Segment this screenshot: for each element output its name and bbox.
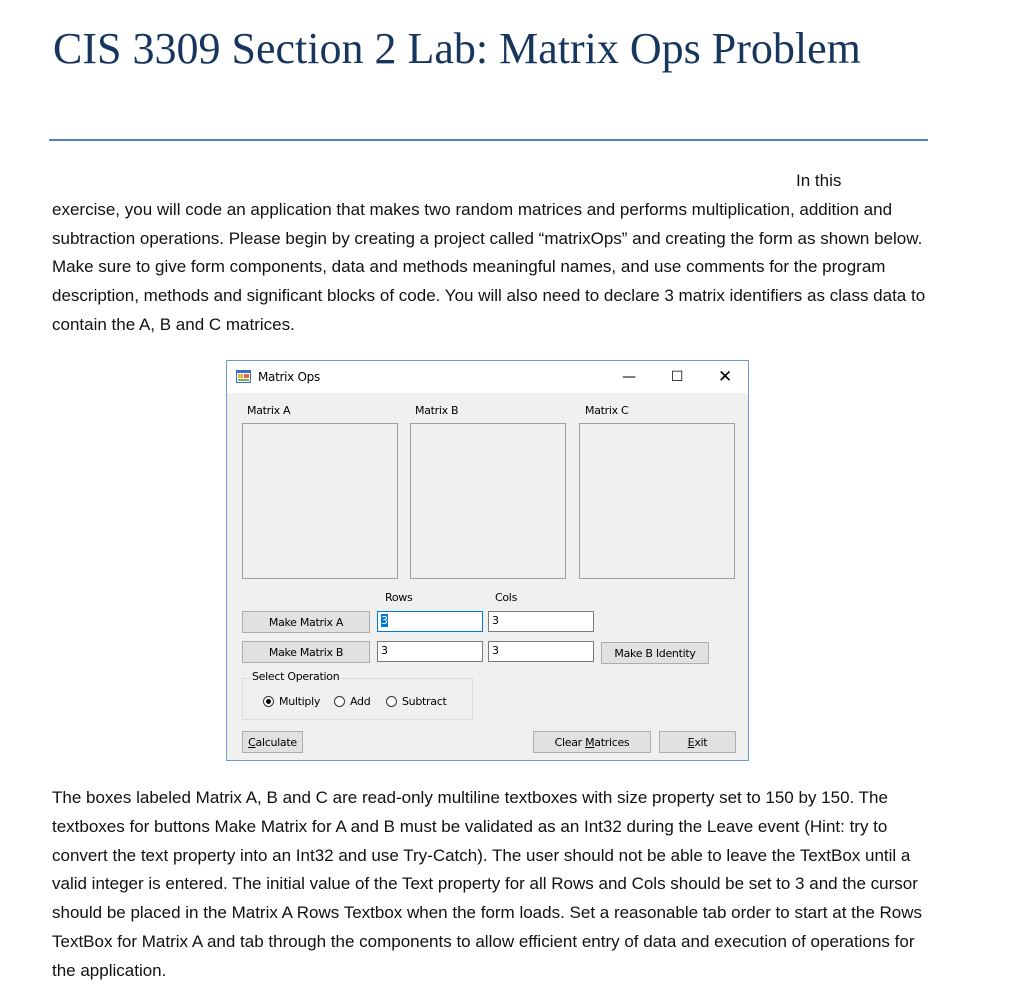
- intro-body: exercise, you will code an application that makes two random matrices and performs multiplication, addition and subtraction operations. Please begin by creating a project called “matrixOps” and creating the form as shown below. Make sure to give form components, data and methods meaningful names, and use comments for the program description, methods and significant blocks of code. You will also need to declare 3 matrix identifiers as class data to contain the A, B and C matrices.: [52, 199, 926, 334]
- add-radio[interactable]: [334, 695, 370, 708]
- subtract-radio-indicator: [386, 696, 397, 707]
- matrix-ops-window: [226, 360, 749, 761]
- calculate-label: Calculate: [248, 735, 297, 749]
- window-titlebar[interactable]: [227, 361, 748, 393]
- windows-form-icon: [236, 370, 251, 383]
- matrix-b-cols-input[interactable]: [488, 641, 594, 662]
- matrix-c-label: Matrix C: [585, 404, 629, 417]
- make-matrix-b-button[interactable]: [242, 641, 370, 663]
- make-b-identity-button[interactable]: [601, 642, 709, 664]
- clear-matrices-label: Clear Matrices: [554, 735, 630, 749]
- matrix-b-rows-value: 3: [381, 644, 388, 657]
- matrix-a-rows-input[interactable]: [377, 611, 483, 632]
- exit-button[interactable]: [659, 731, 736, 753]
- matrix-b-textbox[interactable]: [410, 423, 566, 579]
- multiply-radio-indicator: [263, 696, 274, 707]
- exit-label: Exit: [687, 735, 708, 749]
- document-title: CIS 3309 Section 2 Lab: Matrix Ops Problem: [53, 24, 861, 73]
- title-underline: [49, 139, 928, 141]
- make-b-identity-label: Make B Identity: [614, 646, 696, 660]
- matrix-a-label: Matrix A: [247, 404, 291, 417]
- multiply-radio[interactable]: [263, 695, 320, 708]
- minimize-button[interactable]: [606, 361, 652, 393]
- matrix-a-rows-value: 3: [381, 614, 388, 627]
- cols-label: Cols: [495, 591, 517, 604]
- intro-first-line: In this: [796, 171, 842, 190]
- add-radio-indicator: [334, 696, 345, 707]
- maximize-button[interactable]: [654, 361, 700, 393]
- rows-label: Rows: [385, 591, 413, 604]
- details-paragraph: The boxes labeled Matrix A, B and C are read-only multiline textboxes with size property set to 150 by 150. The textboxes for buttons Make Matrix for A and B must be validated as an Int32 during the Leave event (Hint: try to convert the text property into an Int32 and use Try-Catch). The user should not be able to leave the TextBox until a valid integer is entered. The initial value of the Text property for all Rows and Cols should be set to 3 and the cursor should be placed in the Matrix A Rows Textbox when the form loads. Set a reasonable tab order to start at the Rows TextBox for Matrix A and tab through the components to allow efficient entry of data and execution of operations for the application.: [52, 788, 923, 980]
- close-icon: ✕: [718, 367, 732, 387]
- clear-matrices-button[interactable]: [533, 731, 651, 753]
- multiply-radio-label: Multiply: [279, 695, 321, 708]
- subtract-radio-label: Subtract: [402, 695, 447, 708]
- minimize-icon: —: [622, 369, 636, 385]
- subtract-radio[interactable]: [386, 695, 446, 708]
- make-matrix-a-button[interactable]: [242, 611, 370, 633]
- matrix-a-textbox[interactable]: [242, 423, 398, 579]
- matrix-b-label: Matrix B: [415, 404, 459, 417]
- intro-paragraph: [52, 167, 932, 340]
- calculate-button[interactable]: [242, 731, 303, 753]
- matrix-a-cols-value: 3: [492, 614, 499, 627]
- select-operation-label: Select Operation: [252, 670, 340, 683]
- close-button[interactable]: [702, 361, 748, 393]
- matrix-c-textbox[interactable]: [579, 423, 735, 579]
- make-matrix-a-label: Make Matrix A: [268, 615, 344, 629]
- make-matrix-b-label: Make Matrix B: [268, 645, 344, 659]
- matrix-a-cols-input[interactable]: [488, 611, 594, 632]
- matrix-b-cols-value: 3: [492, 644, 499, 657]
- add-radio-label: Add: [350, 695, 371, 708]
- maximize-icon: ☐: [670, 369, 684, 385]
- matrix-b-rows-input[interactable]: [377, 641, 483, 662]
- window-title: Matrix Ops: [258, 370, 320, 384]
